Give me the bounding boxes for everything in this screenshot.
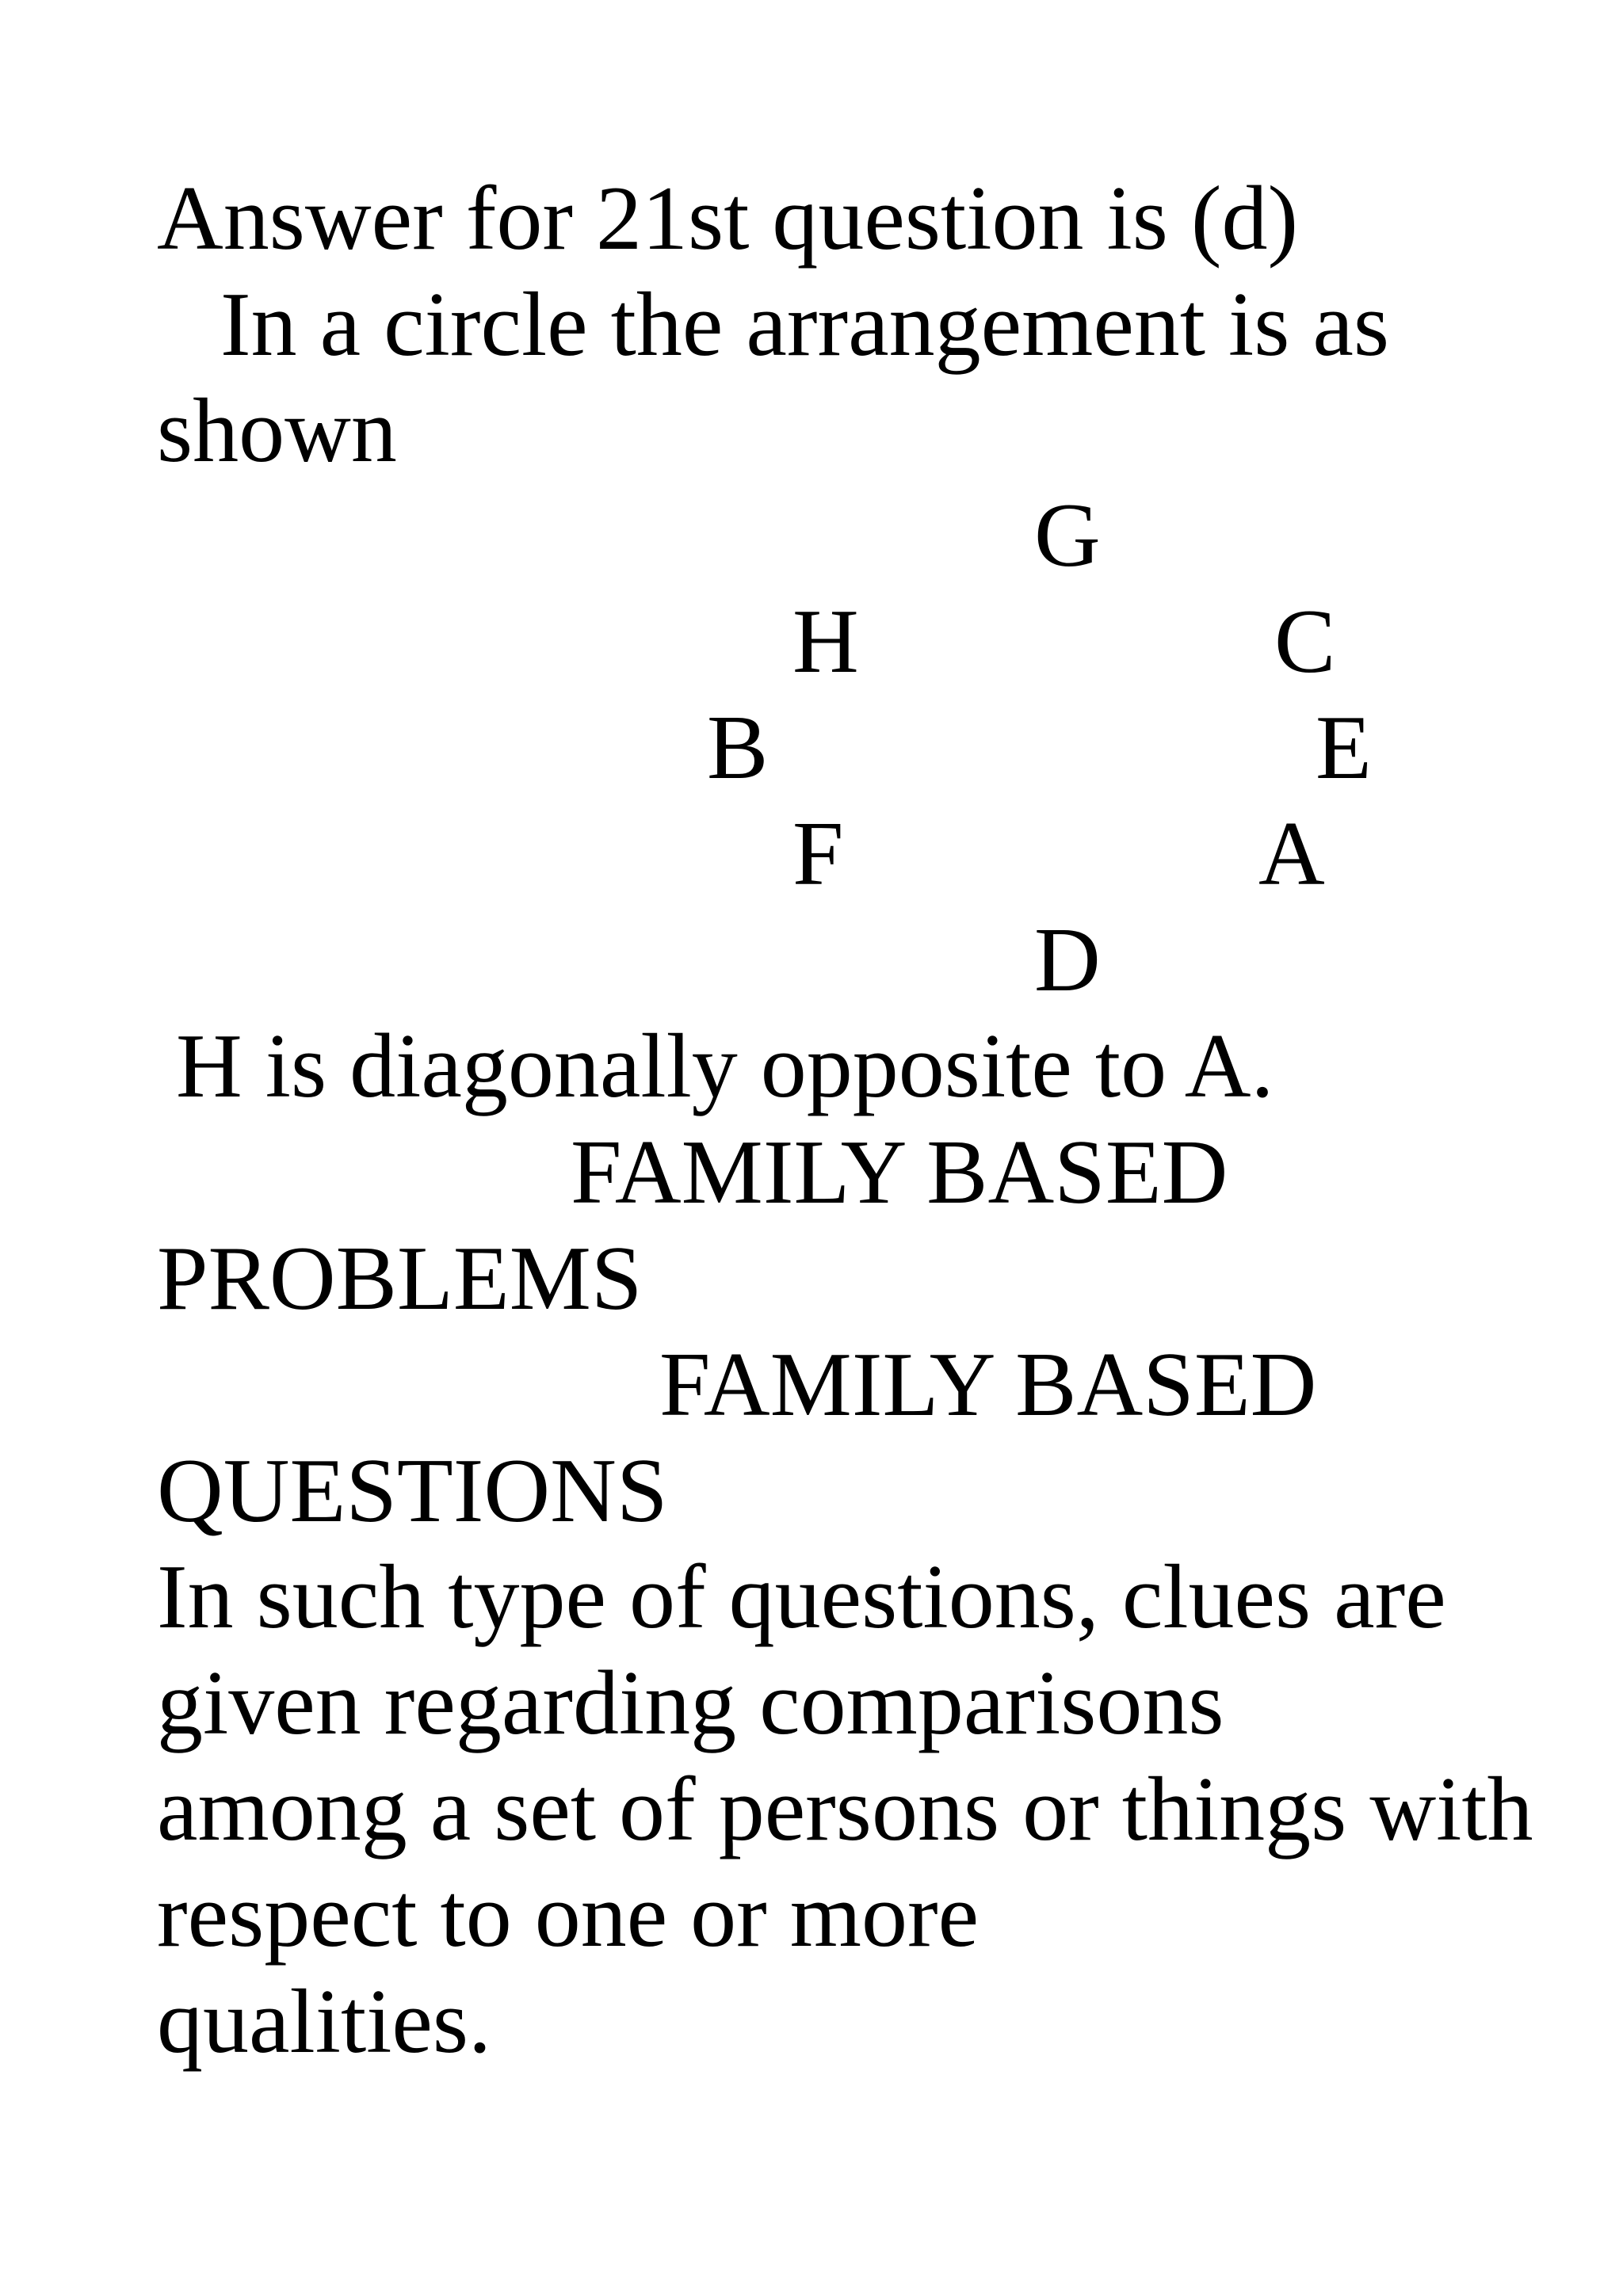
seat-bottom: D [1034,910,1101,1011]
body-line: among a set of persons or things with [157,1759,1533,1860]
seat-lower-left: F [792,803,844,905]
seat-lower-right: A [1258,803,1325,905]
arrangement-line-continued: shown [157,380,397,482]
heading-family-problems-continued: PROBLEMS [157,1228,643,1329]
answer-line: Answer for 21st question is (d) [157,168,1299,269]
heading-family-problems: FAMILY BASED [571,1122,1228,1223]
body-line: respect to one or more [157,1865,980,1966]
seat-upper-right: C [1274,591,1336,692]
body-line: qualities. [157,1971,492,2073]
body-line: In such type of questions, clues are [157,1547,1446,1648]
arrangement-line: In a circle the arrangement is as [220,274,1390,376]
heading-family-questions: FAMILY BASED [659,1334,1317,1436]
seat-right: E [1316,697,1372,799]
seat-upper-left: H [792,591,859,692]
heading-family-questions-continued: QUESTIONS [157,1440,668,1542]
seat-top: G [1034,485,1101,586]
conclusion-line: H is diagonally opposite to A. [176,1016,1274,1117]
body-line: given regarding comparisons [157,1653,1224,1754]
seat-left: B [707,697,769,799]
